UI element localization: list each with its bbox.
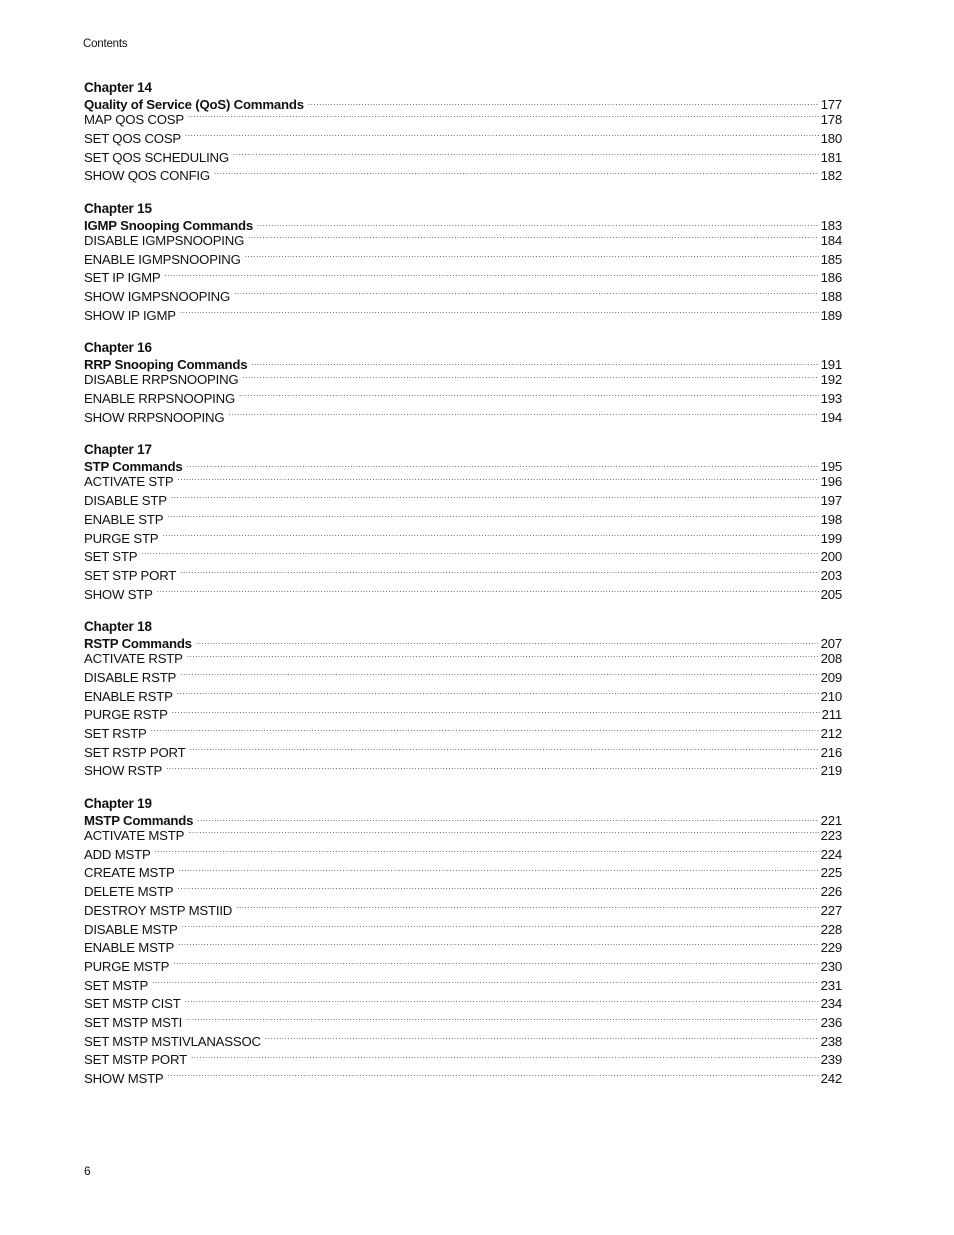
toc-entry[interactable] <box>84 409 842 428</box>
chapter-page-number: 177 <box>820 97 842 113</box>
dot-leader <box>164 269 818 282</box>
toc-entry-text: SHOW QOS CONFIG <box>84 168 210 184</box>
dot-leader <box>180 669 818 682</box>
dot-leader <box>177 883 818 896</box>
toc-entry[interactable] <box>84 269 842 288</box>
chapter-title-text: RRP Snooping Commands <box>84 357 248 373</box>
toc-entry[interactable] <box>84 167 842 186</box>
toc-entry-page-number: 194 <box>820 409 842 425</box>
chapter-title-link[interactable] <box>84 635 842 650</box>
toc-entry-page-number: 230 <box>820 958 842 974</box>
toc-entry[interactable] <box>84 706 842 725</box>
toc-entry-text: PURGE STP <box>84 530 159 546</box>
toc-entry-text: SHOW MSTP <box>84 1071 164 1086</box>
toc-entry-text: SHOW RRPSNOOPING <box>84 409 225 425</box>
dot-leader <box>265 1032 819 1045</box>
toc-entry[interactable] <box>84 864 842 883</box>
toc-entry-text: SET QOS SCHEDULING <box>84 149 229 165</box>
dot-leader <box>185 130 819 143</box>
page-number: 6 <box>84 1164 91 1178</box>
chapter-page-number: 195 <box>820 459 842 475</box>
dot-leader <box>243 371 819 384</box>
toc-entry-page-number: 210 <box>820 688 842 704</box>
toc-entry[interactable] <box>84 1032 842 1051</box>
chapter-label: Chapter 15 <box>84 200 152 216</box>
chapter-page-number: 207 <box>820 636 842 652</box>
chapter-title-link[interactable] <box>84 458 842 473</box>
toc-entry-page-number: 198 <box>820 511 842 527</box>
toc-entry-text: SET MSTP PORT <box>84 1052 187 1068</box>
toc-entry-text: DISABLE STP <box>84 493 167 509</box>
dot-leader <box>187 650 819 663</box>
toc-entry-page-number: 188 <box>820 289 842 304</box>
toc-entry-page-number: 189 <box>820 307 842 323</box>
dot-leader <box>168 1070 819 1083</box>
toc-entry[interactable] <box>84 307 842 326</box>
dot-leader <box>166 762 819 775</box>
toc-entry[interactable] <box>84 725 842 744</box>
dot-leader <box>177 687 819 700</box>
toc-entry-text: SET RSTP <box>84 726 147 741</box>
toc-entry-text: SET MSTP CIST <box>84 996 181 1012</box>
toc-entry-page-number: 231 <box>820 977 842 993</box>
toc-entry-text: DESTROY MSTP MSTIID <box>84 902 233 918</box>
toc-entry-page-number: 242 <box>820 1071 842 1086</box>
toc-entry[interactable] <box>84 473 842 492</box>
chapter-label: Chapter 18 <box>84 619 152 635</box>
dot-leader <box>186 458 818 471</box>
toc-entry-page-number: 205 <box>820 586 842 602</box>
toc-entry-text: ENABLE RSTP <box>84 688 173 704</box>
toc-entry-page-number: 192 <box>820 372 842 388</box>
chapter-title-text: MSTP Commands <box>84 813 194 829</box>
chapter-title-link[interactable] <box>84 217 842 232</box>
toc-entry-page-number: 238 <box>820 1033 842 1049</box>
toc-entry-text: ENABLE STP <box>84 511 164 527</box>
toc-entry[interactable] <box>84 371 842 390</box>
toc-entry-text: SET MSTP MSTIVLANASSOC <box>84 1033 261 1049</box>
dot-leader <box>162 529 818 542</box>
toc-entry[interactable] <box>84 939 842 958</box>
toc-entry-page-number: 199 <box>820 530 842 546</box>
toc-entry[interactable] <box>84 130 842 149</box>
dot-leader <box>251 356 818 369</box>
chapter-block <box>84 340 842 427</box>
toc-entry-text: SET STP <box>84 549 138 565</box>
toc-entry[interactable] <box>84 585 842 604</box>
toc-entry-text: ENABLE MSTP <box>84 940 175 956</box>
dot-leader <box>167 511 818 524</box>
chapter-block <box>84 80 842 186</box>
toc-entry-page-number: 211 <box>821 707 842 723</box>
chapter-page-number: 191 <box>820 357 842 373</box>
dot-leader <box>155 846 819 859</box>
toc-entry-page-number: 197 <box>820 493 842 509</box>
toc-entry[interactable] <box>84 548 842 567</box>
toc-entry[interactable] <box>84 762 842 781</box>
toc-entry[interactable] <box>84 529 842 548</box>
chapter-block <box>84 796 842 1089</box>
toc-entry-page-number: 208 <box>820 651 842 667</box>
toc-entry-text: DISABLE RSTP <box>84 669 177 685</box>
toc-entry[interactable] <box>84 995 842 1014</box>
toc-entry-text: SET MSTP MSTI <box>84 1014 183 1030</box>
chapter-title-text: RSTP Commands <box>84 636 192 652</box>
toc-entry[interactable] <box>84 920 842 939</box>
toc-entry[interactable] <box>84 492 842 511</box>
toc-entry-text: ACTIVATE MSTP <box>84 828 185 844</box>
chapter-title-text: IGMP Snooping Commands <box>84 217 253 233</box>
toc-entry[interactable] <box>84 232 842 251</box>
chapter-title-link[interactable] <box>84 96 842 111</box>
dot-leader <box>172 706 820 719</box>
dot-leader <box>308 96 819 109</box>
toc-entry[interactable] <box>84 883 842 902</box>
toc-entry-text: CREATE MSTP <box>84 865 175 881</box>
toc-entry-page-number: 239 <box>820 1052 842 1068</box>
toc-entry-text: SHOW IGMPSNOOPING <box>84 289 231 304</box>
toc-entry-text: ENABLE IGMPSNOOPING <box>84 251 241 267</box>
toc-entry[interactable] <box>84 650 842 669</box>
toc-entry[interactable] <box>84 1014 842 1033</box>
dot-leader <box>188 111 819 124</box>
toc-entry-text: DISABLE MSTP <box>84 921 178 937</box>
dot-leader <box>239 390 819 403</box>
dot-leader <box>228 409 818 422</box>
toc-entry[interactable] <box>84 669 842 688</box>
dot-leader <box>180 307 819 320</box>
dot-leader <box>186 1014 819 1027</box>
toc-entry-page-number: 234 <box>820 996 842 1012</box>
toc-entry-text: ADD MSTP <box>84 846 151 862</box>
dot-leader <box>233 148 819 161</box>
chapter-block <box>84 201 842 325</box>
toc-entry-text: ACTIVATE STP <box>84 474 174 490</box>
toc-entry[interactable] <box>84 827 842 846</box>
toc-entry[interactable] <box>84 390 842 409</box>
toc-entry-page-number: 200 <box>820 549 842 565</box>
chapter-label: Chapter 14 <box>84 80 152 95</box>
dot-leader <box>141 548 818 561</box>
dot-leader <box>245 250 819 263</box>
toc-entry-page-number: 227 <box>820 902 842 918</box>
table-of-contents <box>84 80 842 1104</box>
toc-entry-text: SHOW STP <box>84 586 153 602</box>
toc-entry[interactable] <box>84 250 842 269</box>
dot-leader <box>189 744 818 757</box>
toc-entry-page-number: 185 <box>820 251 842 267</box>
toc-entry[interactable] <box>84 148 842 167</box>
dot-leader <box>177 473 818 486</box>
chapter-title-link[interactable] <box>84 812 842 827</box>
running-header: Contents <box>83 38 128 50</box>
dot-leader <box>173 958 818 971</box>
chapter-page-number: 183 <box>820 217 842 233</box>
dot-leader <box>197 812 818 825</box>
dot-leader <box>248 232 818 245</box>
toc-entry-text: MAP QOS COSP <box>84 112 184 128</box>
toc-entry-page-number: 226 <box>820 884 842 900</box>
dot-leader <box>151 725 819 738</box>
dot-leader <box>152 976 818 989</box>
dot-leader <box>257 217 819 230</box>
toc-entry-page-number: 224 <box>820 846 842 862</box>
toc-entry-text: ENABLE RRPSNOOPING <box>84 391 236 407</box>
toc-entry-text: SET IP IGMP <box>84 270 161 286</box>
toc-entry[interactable] <box>84 687 842 706</box>
toc-entry-page-number: 193 <box>820 391 842 407</box>
toc-entry-text: DISABLE IGMPSNOOPING <box>84 232 245 248</box>
toc-entry[interactable] <box>84 976 842 995</box>
toc-entry-text: SET MSTP <box>84 977 149 993</box>
toc-entry-text: PURGE RSTP <box>84 707 168 723</box>
toc-entry[interactable] <box>84 567 842 586</box>
toc-entry-text: SET RSTP PORT <box>84 744 186 760</box>
toc-entry-page-number: 212 <box>820 726 842 741</box>
toc-entry[interactable] <box>84 958 842 977</box>
chapter-label: Chapter 16 <box>84 340 152 356</box>
toc-entry[interactable] <box>84 744 842 763</box>
toc-entry-text: SET QOS COSP <box>84 130 182 146</box>
dot-leader <box>191 1051 819 1064</box>
chapter-title-link[interactable] <box>84 356 842 371</box>
chapter-label: Chapter 19 <box>84 795 152 811</box>
toc-entry-page-number: 209 <box>820 669 842 685</box>
chapter-title-text: Quality of Service (QoS) Commands <box>84 97 304 113</box>
toc-entry[interactable] <box>84 902 842 921</box>
toc-entry[interactable] <box>84 111 842 130</box>
toc-entry-page-number: 223 <box>820 828 842 844</box>
toc-entry-page-number: 180 <box>820 130 842 146</box>
chapter-label: Chapter 17 <box>84 442 152 458</box>
toc-entry-page-number: 229 <box>820 940 842 956</box>
toc-entry-page-number: 203 <box>820 567 842 583</box>
toc-entry[interactable] <box>84 511 842 530</box>
toc-entry-page-number: 236 <box>820 1014 842 1030</box>
dot-leader <box>157 585 819 598</box>
chapter-block <box>84 619 842 781</box>
dot-leader <box>179 864 819 877</box>
dot-leader <box>178 939 818 952</box>
dot-leader <box>214 167 819 180</box>
toc-entry-text: PURGE MSTP <box>84 958 170 974</box>
toc-entry-text: SHOW IP IGMP <box>84 307 176 323</box>
toc-entry-page-number: 219 <box>820 763 842 779</box>
toc-entry[interactable] <box>84 288 842 307</box>
dot-leader <box>185 995 819 1008</box>
toc-entry-page-number: 228 <box>820 921 842 937</box>
toc-entry-page-number: 182 <box>820 168 842 184</box>
dot-leader <box>188 827 818 840</box>
toc-entry-page-number: 178 <box>820 112 842 128</box>
toc-entry-text: DISABLE RRPSNOOPING <box>84 372 239 388</box>
toc-entry-page-number: 225 <box>820 865 842 881</box>
toc-entry-text: DELETE MSTP <box>84 884 174 900</box>
toc-entry[interactable] <box>84 1070 842 1089</box>
toc-entry-text: SET STP PORT <box>84 567 177 583</box>
toc-entry-text: SHOW RSTP <box>84 763 163 779</box>
dot-leader <box>234 288 819 301</box>
toc-entry[interactable] <box>84 1051 842 1070</box>
toc-entry-page-number: 181 <box>820 149 842 165</box>
dot-leader <box>171 492 819 505</box>
toc-entry[interactable] <box>84 846 842 865</box>
chapter-block <box>84 442 842 604</box>
dot-leader <box>182 920 819 933</box>
toc-entry-page-number: 186 <box>820 270 842 286</box>
toc-entry-text: ACTIVATE RSTP <box>84 651 183 667</box>
toc-entry-page-number: 184 <box>820 232 842 248</box>
dot-leader <box>180 567 818 580</box>
toc-entry-page-number: 196 <box>820 474 842 490</box>
dot-leader <box>236 902 818 915</box>
toc-entry-page-number: 216 <box>820 744 842 760</box>
dot-leader <box>196 635 819 648</box>
chapter-page-number: 221 <box>820 813 842 829</box>
chapter-title-text: STP Commands <box>84 459 183 475</box>
